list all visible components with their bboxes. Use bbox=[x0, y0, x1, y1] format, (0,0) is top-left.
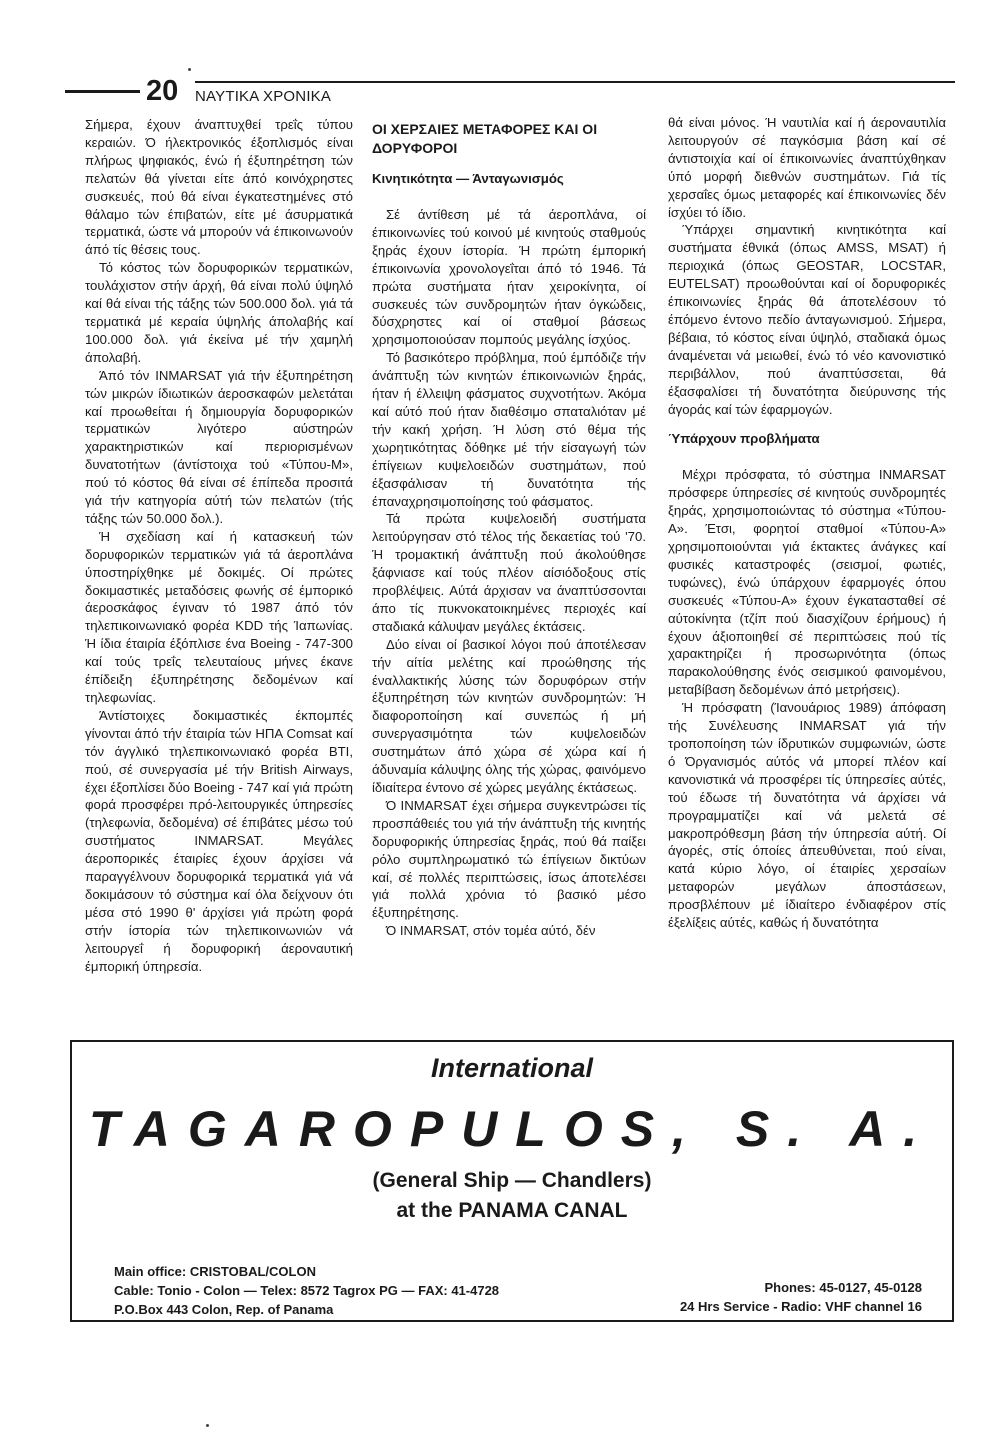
ad-services: (General Ship — Chandlers) bbox=[372, 1169, 652, 1192]
paragraph: Μέχρι πρόσφατα, τό σύστημα INMARSAT πρόσφερε ύπηρεσίες σέ κινητούς συνδρομητές ξηράς, χρησιμοποιώντας τό σύστημα «Τύπου-Α». Έτσι, φορητοί σταθμοί «Τύπου-Α» χρησιμοποιούνται γιά έκτακτες άνάγκες καί φυσικές καταστροφές (σεισμοί, φωτιές, τυφώνες), ένώ ύπάρχουν έφαρμογές όπου συσκευές «Τύπου-Α» έχουν έγκατασταθεί σέ αύτοκίνητα (τζίπ πού διασχίζουν έρήμους) ή έχουν άξιοποιηθεί σέ περιπτώσεις πού τίς χαρακτηρίζει ή προσωρινότητα (όπως παρακολούθησης ένός σεισμικού φαινομένου, μεταβίβαση δεδομένων άπό μετρήσεις). bbox=[668, 467, 946, 698]
page-number: 20 bbox=[146, 75, 179, 107]
ad-contact-left bbox=[114, 1262, 499, 1319]
paragraph: Τό βασικότερο πρόβλημα, πού έμπόδιζε τήν άνάπτυξη τών κινητών έπικοινωνιών ξηράς, ήταν ή έλλειψη φάσματος συχνοτήτων. Άκόμα καί αύτό πού ήταν διαθέσιμο σπαταλιόταν μέ τήν κακή χρήση. Ή λύση στό θέμα τής χωρητικότητας δόθηκε μέ τήν είσαγωγή τών έπίγειων κυψελοειδών συστημάτων, πού έξασφάλισαν τή δυνατότητα τής έπαναχρησιμοποίησης τού φάσματος. bbox=[372, 350, 646, 509]
paragraph: Δύο είναι οί βασικοί λόγοι πού άποτέλεσαν τήν αίτία μελέτης καί προώθησης τής έναλλακτικής λύσης τών δορυφόρων στήν έξυπηρέτηση τών κινητών συνδρομητών: Ή διαφοροποίηση καί συνεπώς ή μή συνεργασιμότητα τών κυψελοειδών συστημάτων άπό χώρα σέ χώρα καί ή άδυναμία κάλυψης όλης τής χώρας, φαινόμενο ίδιαίτερα έντονο σέ χώρες μεγάλης έκτάσεως. bbox=[372, 636, 646, 795]
article-column-3 bbox=[668, 114, 946, 932]
paragraph: Τό κόστος τών δορυφορικών τερματικών, τουλάχιστον στήν άρχή, θά είναι πολύ ύψηλό καί θά είναι τής τάξης τών 500.000 δολ. γιά τά τερματικά μέ κεραία ύψηλής άπολαβής καί 100.000 δολ. γιά έκείνα μέ τήν χαμηλή άπολαβή. bbox=[85, 260, 353, 365]
paragraph: Τά πρώτα κυψελοειδή συστήματα λειτούργησαν στό τέλος τής δεκαετίας τού '70. Ή τρομακτική άνάπτυξη πού άκολούθησε ξάφνιασε καί τούς πλέον αίσιόδοξους στίς προβλέψεις. Αύτά άρχισαν να άναπτύσσονται άπο τίς πυκνοκατοικημένες περιοχές καί σταδιακά κάλυψαν μεγάλες έκτάσεις. bbox=[372, 511, 646, 634]
paragraph: Σέ άντίθεση μέ τά άεροπλάνα, οί έπικοινωνίες τού κοινού μέ κινητούς σταθμούς ξηράς έχουν ίστορία. Ή πρώτη έμπορική έπικοινωνία χρονολογεΐται άπό τό 1946. Τά πρώτα συστήματα ήταν χειροκίνητα, οί συσκευές τών συνδρομητών ήταν όγκώδεις, δύσχρηστες καί οί σταθμοί βάσεως χρησιμοποιούσαν πομπούς μεγάλης ίσχύος. bbox=[372, 207, 646, 348]
ad-service: 24 Hrs Service - Radio: VHF channel 16 bbox=[679, 1299, 922, 1314]
ad-main-office: Main office: CRISTOBAL/COLON bbox=[114, 1264, 316, 1279]
section-subheading: Ύπάρχουν προβλήματα bbox=[668, 431, 820, 447]
ad-pobox: P.O.Box 443 Colon, Rep. of Panama bbox=[114, 1302, 334, 1317]
paragraph: θά είναι μόνος. Ή ναυτιλία καί ή άεροναυτιλία λειτουργούν σέ παγκόσμια βάση καί σέ άντιστοιχία καί οί έπικοινωνίες άναπτύχθηκαν ύπό μορφή διεθνών συστημάτων. Γιά τίς χερσαΐες όμως μεταφορές καί έπικοινωνίες δέν ίσχύει τό ίδιο. bbox=[668, 115, 946, 220]
ad-contact-right bbox=[680, 1278, 922, 1316]
paragraph: Ύπάρχει σημαντική κινητικότητα καί συστήματα έθνικά (όπως AMSS, MSAT) ή περιοχικά (όπως GEOSTAR, LOCSTAR, EUTELSAT) προωθούνται καί οί δορυφορικές έπικοινωνίες ξηράς θά άποτελέσουν τό έπόμενο έντονο πεδίο άνταγωνισμού. Σήμερα, βέβαια, τό κόστος είναι ύψηλό, σταδιακά όμως άναμένεται νά μειωθεί, ένώ τό νέο κανονιστικό περιβάλλον, πού άναπτύσσεται, θά έξασφαλίσει τή δυνατότητα διεύρυνσης τής άγοράς καί τών έφαρμογών. bbox=[668, 222, 946, 417]
ad-cable: Cable: Tonio - Colon — Telex: 8572 Tagrox PG — FAX: 41-4728 bbox=[114, 1283, 500, 1298]
magazine-title: ΝΑΥΤΙΚΑ ΧΡΟΝΙΚΑ bbox=[195, 88, 332, 105]
advertisement-box bbox=[70, 1040, 954, 1322]
paragraph: Ή πρόσφατη (Ίανουάριος 1989) άπόφαση τής Συνέλευσης INMARSAT γιά τήν τροποποίηση τών ίδρυτικών συμφωνιών, ώστε ό Όργανισμός αύτός νά μπορεί πλέον καί κανονιστικά νά προσφέρει τίς ύπηρεσίες αύτές, τού έδωσε τή δυνατότητα νά άρχίσει νά προγραμματίζει καί νά μελετά σέ μακροπρόθεσμη βάση τήν ύπηρεσία αύτή. Οί άγορές, στίς όποίες άπευθύνεται, πού είναι, κατά κύριο λόγο, οί έταιρίες χερσαίων μεταφορών μεγάλων άποστάσεων, προσβλέπουν μέ ίδιαίτερο ένδιαφέρον στίς έξελίξεις αύτές, καθώς ή δυνατότητα bbox=[668, 700, 946, 931]
header-rule-left bbox=[65, 90, 140, 93]
section-subheading: Κινητικότητα — Άνταγωνισμός bbox=[372, 171, 564, 186]
article-column-1 bbox=[85, 116, 353, 976]
paragraph: Ό INMARSAT, στόν τομέα αύτό, δέν bbox=[386, 923, 596, 939]
scan-speck bbox=[188, 68, 191, 71]
ad-location: at the PANAMA CANAL bbox=[396, 1199, 628, 1222]
paragraph: Σήμερα, έχουν άναπτυχθεί τρεΐς τύπου κεραιών. Ό ήλεκτρονικός έξοπλισμός είναι πλήρως ψηφιακός, ένώ ή έξυπηρέτηση τών πελατών θά γίνεται είτε άπό κοινόχρηστες συσκευές, πού θά είναι έγκατεστημένες στό θάλαμο τών έπιβατών, είτε μέ άσυρματικά τερματικά, ώστε νά μπορούν νά έπικοινωνούν άπό τίς θέσεις τους. bbox=[85, 117, 353, 258]
ad-phones: Phones: 45-0127, 45-0128 bbox=[764, 1280, 922, 1295]
section-heading: ΟΙ ΧΕΡΣΑΙΕΣ ΜΕΤΑΦΟΡΕΣ ΚΑΙ ΟΙ ΔΟΡΥΦΟΡΟΙ bbox=[372, 121, 598, 156]
paragraph: Ό INMARSAT έχει σήμερα συγκεντρώσει τίς προσπάθειές του γιά τήν άνάπτυξη τής κινητής δορυφορικής ύπηρεσίας ξηράς, πού θά παίξει ρόλο συμπληρωματικό τώ έπίγειων δικτύων καί, σέ πολλές περιπτώσεις, ίσως άποτελέσει γιά πολλά χρόνια τό βασικό μέσο έξυπηρέτησης. bbox=[372, 797, 646, 921]
ad-company-name: TAGAROPULOS, S. A. bbox=[88, 1101, 936, 1157]
article-column-2 bbox=[372, 120, 646, 940]
scan-speck bbox=[206, 1424, 209, 1427]
ad-international: International bbox=[430, 1053, 593, 1083]
paragraph: Ή σχεδίαση καί ή κατασκευή τών δορυφορικών τερματικών γιά τά άεροπλάνα ύποστηρίχθηκε μέ δοκιμές. Οί πρώτες δοκιμαστικές μεταδόσεις φωνής σέ έμπορικό άεροσκάφος έγιναν τό 1987 άπό τόν τηλεπικοινωνιακό φορέα KDD τής Ίαπωνίας. Ή ίδια έταιρία έξόπλισε ένα Boeing - 747-300 καί τούς τρεΐς τελευταίους μήνες έκανε έπίδειξη έξυπηρέτησης δεδομένων καί τηλεφωνίας. bbox=[85, 528, 353, 705]
paragraph: Άπό τόν INMARSAT γιά τήν έξυπηρέτηση τών μικρών ίδιωτικών άεροσκαφών μελετάται καί προωθείται ή δημιουργία δορυφορικών τερματικών λιγότερο αύστηρών χαρακτηριστικών καί περιορισμένων δυνατοτήτων (άντίστοιχα τού «Τύπου-Μ», πού τό κόστος θά είναι σέ έπίπεδα προσιτά γιά τήν κατηγορία αύτή τών πελατών (τής τάξης τών 50.000 δολ.). bbox=[85, 367, 353, 526]
header-rule-right bbox=[195, 81, 955, 83]
paragraph: Άντίστοιχες δοκιμαστικές έκπομπές γίνονται άπό τήν έταιρία τών ΗΠΑ Comsat καί τόν άγγλικό τηλεπικοινωνιακό φορέα BTI, πού, σέ συνεργασία μέ τήν British Airways, έχει έξοπλίσει δύο Boeing - 747 καί γιά πρώτη φορά προσφέρει πρό-λειτουργικές ύπηρεσίες (τηλεφωνία, δεδομένα) σέ έπιβάτες μέσω τού συστήματος INMARSAT. Μεγάλες άεροπορικές έταιρίες έχουν άρχίσει νά παραγγέλνουν δορυφορικά τερματικά γιά νά δοκιμάσουν τό σύστημα καί όλα δείχνουν ότι μέσα στό 1990 θ' άρχίσει γιά πρώτη φορά στήν ίστορία τών τηλεπικοινωνιών νά λειτουργεΐ ή δορυφορική άεροναυτική έμπορική ύπηρεσία. bbox=[85, 707, 353, 974]
spacer bbox=[668, 418, 946, 430]
